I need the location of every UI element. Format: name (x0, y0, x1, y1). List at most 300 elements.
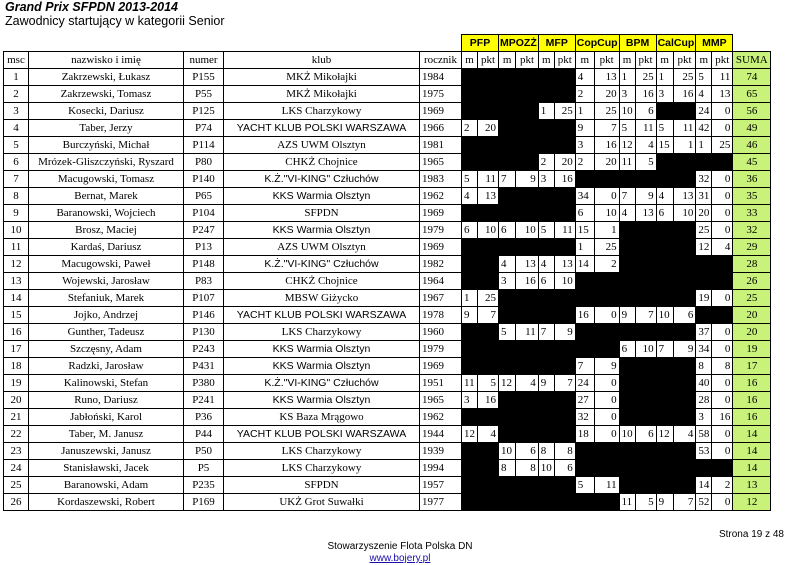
cell-msc: 3 (4, 103, 29, 120)
cell-place (538, 120, 554, 137)
cell-place (462, 358, 478, 375)
cell-points (635, 324, 656, 341)
cell-place: 5 (575, 477, 594, 494)
cell-suma: 12 (733, 494, 771, 511)
table-row (4, 443, 771, 460)
cell-name: Jabłoński, Karol (29, 409, 184, 426)
cell-name: Zakrzewski, Tomasz (29, 86, 184, 103)
cell-place: 12 (696, 239, 712, 256)
cell-place: 9 (656, 494, 673, 511)
cell-suma: 33 (733, 205, 771, 222)
cell-number: P148 (184, 256, 224, 273)
cell-club: KKS Warmia Olsztyn (224, 341, 420, 358)
cell-points: 25 (712, 137, 733, 154)
cell-suma: 36 (733, 171, 771, 188)
cell-place (656, 171, 673, 188)
cell-place: 7 (499, 171, 516, 188)
group-header: CopCup (575, 35, 619, 52)
col-header-m: m (499, 52, 516, 69)
cell-place: 10 (538, 460, 554, 477)
cell-place (656, 460, 673, 477)
cell-points: 16 (516, 273, 539, 290)
cell-place: 28 (696, 392, 712, 409)
cell-points (554, 290, 575, 307)
cell-msc: 15 (4, 307, 29, 324)
cell-msc: 21 (4, 409, 29, 426)
cell-place (499, 86, 516, 103)
table-row (4, 494, 771, 511)
cell-points: 4 (635, 137, 656, 154)
table-row (4, 358, 771, 375)
cell-place: 1 (462, 290, 478, 307)
cell-points (594, 171, 619, 188)
cell-place: 3 (696, 409, 712, 426)
cell-place: 40 (696, 375, 712, 392)
cell-points: 0 (712, 103, 733, 120)
cell-points (554, 69, 575, 86)
cell-name: Baranowski, Adam (29, 477, 184, 494)
cell-place: 3 (538, 171, 554, 188)
cell-place: 16 (575, 307, 594, 324)
cell-place: 58 (696, 426, 712, 443)
cell-number: P74 (184, 120, 224, 137)
cell-msc: 14 (4, 290, 29, 307)
cell-place (656, 239, 673, 256)
cell-number: P235 (184, 477, 224, 494)
cell-points: 8 (554, 443, 575, 460)
cell-place (656, 222, 673, 239)
cell-place: 32 (696, 171, 712, 188)
cell-place: 42 (696, 120, 712, 137)
cell-points: 11 (478, 171, 499, 188)
cell-name: Kalinowski, Stefan (29, 375, 184, 392)
cell-number: P104 (184, 205, 224, 222)
cell-points (673, 256, 696, 273)
cell-points (554, 426, 575, 443)
table-row (4, 188, 771, 205)
cell-points (635, 239, 656, 256)
cell-number: P125 (184, 103, 224, 120)
cell-points: 10 (516, 222, 539, 239)
cell-club: KKS Warmia Olsztyn (224, 392, 420, 409)
cell-club: LKS Charzykowy (224, 324, 420, 341)
cell-points (478, 409, 499, 426)
cell-place (538, 392, 554, 409)
cell-points: 20 (554, 154, 575, 171)
cell-place (499, 409, 516, 426)
cell-year: 1967 (420, 290, 462, 307)
table-row (4, 307, 771, 324)
cell-points: 1 (673, 137, 696, 154)
cell-place (656, 443, 673, 460)
cell-points: 6 (554, 460, 575, 477)
cell-place (619, 460, 635, 477)
cell-msc: 11 (4, 239, 29, 256)
cell-year: 1939 (420, 443, 462, 460)
cell-place: 3 (499, 273, 516, 290)
cell-points: 25 (594, 103, 619, 120)
cell-msc: 19 (4, 375, 29, 392)
cell-place (538, 290, 554, 307)
cell-place (538, 137, 554, 154)
cell-points (516, 137, 539, 154)
cell-points: 0 (594, 188, 619, 205)
cell-points: 0 (594, 409, 619, 426)
cell-club: YACHT KLUB POLSKI WARSZAWA (224, 120, 420, 137)
col-header-m: m (656, 52, 673, 69)
table-row (4, 205, 771, 222)
cell-points (516, 103, 539, 120)
cell-msc: 17 (4, 341, 29, 358)
table-row (4, 154, 771, 171)
cell-place (575, 460, 594, 477)
cell-name: Gunther, Tadeusz (29, 324, 184, 341)
cell-points (635, 392, 656, 409)
cell-place: 4 (656, 188, 673, 205)
cell-name: Kardaś, Dariusz (29, 239, 184, 256)
cell-name: Bernat, Marek (29, 188, 184, 205)
cell-points (673, 477, 696, 494)
cell-club: AZS UWM Olsztyn (224, 137, 420, 154)
cell-place: 25 (696, 222, 712, 239)
cell-points (516, 477, 539, 494)
cell-points (673, 358, 696, 375)
cell-place: 4 (575, 69, 594, 86)
cell-number: P107 (184, 290, 224, 307)
cell-place: 2 (538, 154, 554, 171)
cell-place: 7 (538, 324, 554, 341)
cell-msc: 6 (4, 154, 29, 171)
cell-place: 24 (575, 375, 594, 392)
col-header-pkt: pkt (673, 52, 696, 69)
cell-number: P431 (184, 358, 224, 375)
cell-year: 1969 (420, 239, 462, 256)
cell-points (673, 239, 696, 256)
group-header: BPM (619, 35, 656, 52)
cell-place (575, 171, 594, 188)
cell-place: 18 (575, 426, 594, 443)
cell-points (554, 477, 575, 494)
cell-place: 10 (619, 103, 635, 120)
cell-points (673, 154, 696, 171)
cell-points (673, 222, 696, 239)
table-row (4, 171, 771, 188)
cell-place (462, 409, 478, 426)
cell-msc: 1 (4, 69, 29, 86)
cell-place (538, 409, 554, 426)
cell-msc: 2 (4, 86, 29, 103)
cell-place: 3 (575, 137, 594, 154)
cell-place: 8 (499, 460, 516, 477)
cell-year: 1951 (420, 375, 462, 392)
col-header-suma: SUMA (733, 52, 771, 69)
cell-points (673, 375, 696, 392)
cell-place (575, 443, 594, 460)
cell-club: SFPDN (224, 205, 420, 222)
cell-place: 1 (575, 103, 594, 120)
cell-place (575, 494, 594, 511)
cell-number: P80 (184, 154, 224, 171)
cell-suma: 17 (733, 358, 771, 375)
cell-points: 2 (594, 256, 619, 273)
cell-msc: 5 (4, 137, 29, 154)
cell-place: 5 (656, 120, 673, 137)
cell-place: 5 (619, 120, 635, 137)
cell-points (554, 137, 575, 154)
cell-club: KKS Warmia Olsztyn (224, 222, 420, 239)
cell-place (538, 307, 554, 324)
cell-msc: 7 (4, 171, 29, 188)
cell-place (462, 154, 478, 171)
cell-place (499, 239, 516, 256)
cell-place (619, 239, 635, 256)
cell-place (462, 256, 478, 273)
cell-points: 4 (673, 426, 696, 443)
cell-place: 4 (619, 205, 635, 222)
cell-year: 1966 (420, 120, 462, 137)
cell-place: 4 (462, 188, 478, 205)
cell-place: 1 (575, 239, 594, 256)
cell-msc: 8 (4, 188, 29, 205)
cell-points (635, 273, 656, 290)
cell-place (499, 290, 516, 307)
cell-year: 1969 (420, 205, 462, 222)
cell-number: P55 (184, 86, 224, 103)
cell-points: 25 (478, 290, 499, 307)
cell-place (538, 341, 554, 358)
cell-place (499, 69, 516, 86)
cell-points: 0 (712, 120, 733, 137)
group-header: PFP (462, 35, 499, 52)
cell-points: 0 (712, 426, 733, 443)
cell-suma: 13 (733, 477, 771, 494)
cell-year: 1978 (420, 307, 462, 324)
cell-place: 6 (538, 273, 554, 290)
cell-points (554, 494, 575, 511)
cell-place: 12 (499, 375, 516, 392)
cell-place: 11 (619, 494, 635, 511)
cell-place: 37 (696, 324, 712, 341)
cell-club: LKS Charzykowy (224, 460, 420, 477)
cell-place: 14 (575, 256, 594, 273)
cell-club: K.Ż."VI-KING" Człuchów (224, 256, 420, 273)
cell-points: 11 (554, 222, 575, 239)
cell-suma: 25 (733, 290, 771, 307)
cell-name: Runo, Dariusz (29, 392, 184, 409)
cell-points: 0 (712, 375, 733, 392)
cell-points (635, 171, 656, 188)
cell-points: 10 (635, 341, 656, 358)
cell-msc: 4 (4, 120, 29, 137)
cell-points (516, 86, 539, 103)
cell-points: 13 (673, 188, 696, 205)
cell-points (516, 239, 539, 256)
cell-place (499, 358, 516, 375)
cell-points: 11 (673, 120, 696, 137)
cell-place (619, 375, 635, 392)
cell-place: 6 (462, 222, 478, 239)
cell-points (635, 375, 656, 392)
cell-points: 9 (635, 188, 656, 205)
cell-number: P140 (184, 171, 224, 188)
table-row (4, 103, 771, 120)
cell-points (478, 358, 499, 375)
col-header-pkt: pkt (516, 52, 539, 69)
cell-place (656, 358, 673, 375)
cell-msc: 22 (4, 426, 29, 443)
cell-points (516, 290, 539, 307)
cell-place (619, 392, 635, 409)
cell-points: 25 (554, 103, 575, 120)
cell-year: 1962 (420, 409, 462, 426)
cell-points: 5 (635, 154, 656, 171)
cell-place (462, 86, 478, 103)
cell-points: 9 (554, 324, 575, 341)
cell-points: 9 (673, 341, 696, 358)
cell-name: Kosecki, Dariusz (29, 103, 184, 120)
cell-place: 8 (538, 443, 554, 460)
cell-points: 10 (554, 273, 575, 290)
cell-place: 6 (656, 205, 673, 222)
cell-points: 16 (594, 137, 619, 154)
cell-place: 1 (538, 103, 554, 120)
cell-suma: 20 (733, 324, 771, 341)
cell-msc: 10 (4, 222, 29, 239)
cell-points (478, 86, 499, 103)
cell-points (673, 324, 696, 341)
col-header-m: m (619, 52, 635, 69)
cell-name: Stanisławski, Jacek (29, 460, 184, 477)
cell-msc: 9 (4, 205, 29, 222)
cell-points (712, 154, 733, 171)
cell-place: 9 (462, 307, 478, 324)
cell-suma: 16 (733, 392, 771, 409)
footer-link[interactable]: www.bojery.pl (369, 553, 431, 564)
cell-year: 1994 (420, 460, 462, 477)
cell-place (656, 477, 673, 494)
cell-points (594, 460, 619, 477)
cell-points (635, 409, 656, 426)
cell-points: 25 (635, 69, 656, 86)
cell-place (656, 273, 673, 290)
cell-points (516, 205, 539, 222)
cell-place: 4 (696, 86, 712, 103)
cell-place (575, 341, 594, 358)
cell-year: 1981 (420, 137, 462, 154)
cell-club: KS Baza Mrągowo (224, 409, 420, 426)
cell-points: 5 (478, 375, 499, 392)
cell-points: 13 (554, 256, 575, 273)
cell-place: 2 (462, 120, 478, 137)
col-header-pkt: pkt (594, 52, 619, 69)
cell-year: 1977 (420, 494, 462, 511)
cell-points (673, 290, 696, 307)
cell-points: 0 (712, 205, 733, 222)
cell-place (462, 341, 478, 358)
cell-place (656, 375, 673, 392)
cell-points: 2 (712, 477, 733, 494)
cell-points: 7 (635, 307, 656, 324)
cell-points: 11 (594, 477, 619, 494)
col-header-club: klub (224, 52, 420, 69)
cell-suma: 14 (733, 443, 771, 460)
cell-place: 27 (575, 392, 594, 409)
cell-place: 52 (696, 494, 712, 511)
cell-points: 9 (594, 358, 619, 375)
col-header-m: m (575, 52, 594, 69)
cell-points (712, 273, 733, 290)
cell-club: LKS Charzykowy (224, 443, 420, 460)
cell-place (696, 460, 712, 477)
cell-points: 1 (594, 222, 619, 239)
cell-points (554, 358, 575, 375)
cell-suma: 16 (733, 375, 771, 392)
cell-number: P114 (184, 137, 224, 154)
cell-name: Baranowski, Wojciech (29, 205, 184, 222)
cell-name: Brosz, Maciej (29, 222, 184, 239)
cell-points (478, 154, 499, 171)
group-header: CalCup (656, 35, 696, 52)
cell-place (656, 103, 673, 120)
cell-club: AZS UWM Olsztyn (224, 239, 420, 256)
cell-place: 4 (499, 256, 516, 273)
cell-place: 10 (619, 426, 635, 443)
cell-number: P247 (184, 222, 224, 239)
cell-name: Jojko, Andrzej (29, 307, 184, 324)
cell-points (635, 477, 656, 494)
cell-place (619, 171, 635, 188)
cell-place: 7 (619, 188, 635, 205)
cell-points (635, 358, 656, 375)
col-header-pkt: pkt (635, 52, 656, 69)
cell-points (554, 341, 575, 358)
cell-name: Szczęsny, Adam (29, 341, 184, 358)
cell-year: 1983 (420, 171, 462, 188)
col-header-pkt: pkt (478, 52, 499, 69)
cell-points (673, 460, 696, 477)
cell-place (538, 188, 554, 205)
cell-points: 13 (478, 188, 499, 205)
col-header-name: nazwisko i imię (29, 52, 184, 69)
cell-place (538, 477, 554, 494)
cell-suma: 32 (733, 222, 771, 239)
col-header-m: m (538, 52, 554, 69)
cell-points (478, 341, 499, 358)
cell-points (594, 273, 619, 290)
cell-points: 6 (673, 307, 696, 324)
cell-suma: 14 (733, 460, 771, 477)
cell-place (575, 290, 594, 307)
cell-club: K.Ż."VI-KING" Człuchów (224, 171, 420, 188)
cell-name: Macugowski, Paweł (29, 256, 184, 273)
cell-place: 1 (656, 69, 673, 86)
cell-points (554, 239, 575, 256)
cell-place: 1 (696, 137, 712, 154)
cell-place: 32 (575, 409, 594, 426)
cell-name: Taber, Jerzy (29, 120, 184, 137)
cell-place (619, 273, 635, 290)
cell-points: 6 (516, 443, 539, 460)
cell-place (696, 307, 712, 324)
col-header-year: rocznik (420, 52, 462, 69)
cell-points (516, 409, 539, 426)
cell-place (499, 137, 516, 154)
cell-points: 0 (712, 324, 733, 341)
cell-place: 9 (538, 375, 554, 392)
cell-points: 25 (594, 239, 619, 256)
cell-suma: 65 (733, 86, 771, 103)
cell-place: 10 (656, 307, 673, 324)
